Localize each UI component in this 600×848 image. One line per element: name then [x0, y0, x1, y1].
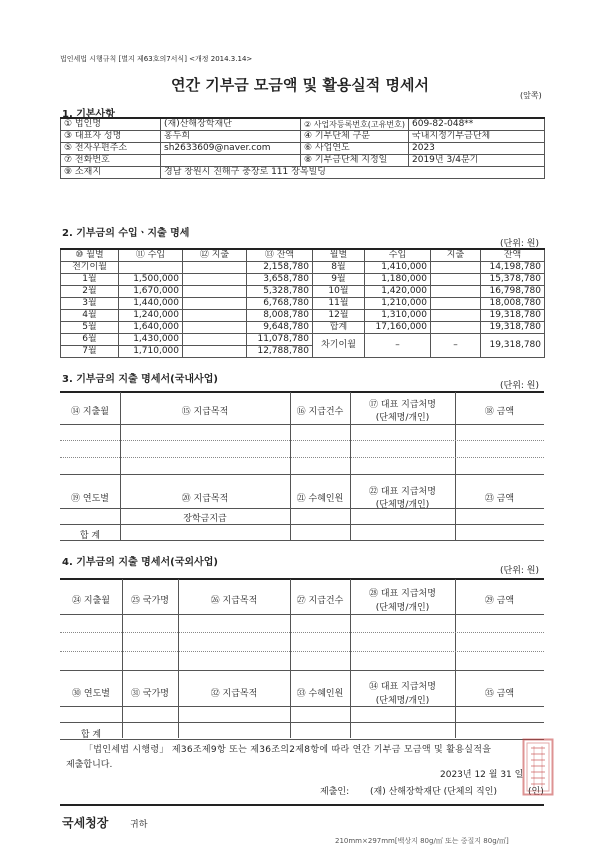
address-label: ⑨ 소재지 [61, 167, 161, 179]
col-amount-f2: ㉟ 금액 [484, 689, 515, 699]
recipient-suffix: 귀하 [130, 820, 148, 830]
section4-heading: 4. 기부금의 지출 명세서(국외사업) [62, 557, 218, 568]
col-count-f: ㉗ 지급건수 [296, 596, 344, 606]
col-income-2: 수입 [365, 249, 431, 262]
col-payee-f: ㉘ 대표 지급처명 [369, 589, 436, 599]
email-label: ⑤ 전자우편주소 [61, 143, 161, 155]
col-amount: ⑱ 금액 [484, 407, 515, 417]
carry-forward-label: 차기이월 [313, 334, 365, 358]
table-row: 5월 1,640,000 9,648,780 합계 17,160,000 19,318,780 [61, 322, 545, 334]
submit-date: 2023년 12 월 31 일 [440, 770, 524, 780]
col-year-f: ㉚ 연도별 [72, 689, 110, 699]
table-row: 4월 1,240,000 8,008,780 12월 1,310,000 19,318,780 [61, 310, 545, 322]
col-expense-month: ⑭ 지출월 [71, 407, 109, 417]
col-expense-month-f: ㉔ 지출월 [72, 596, 110, 606]
col-amount-2: ㉓ 금액 [484, 494, 515, 504]
col-beneficiaries: ㉑ 수혜인원 [296, 494, 344, 504]
total-label: 합 계 [79, 531, 101, 541]
statement-line2: 제출합니다. [66, 760, 113, 770]
org-type-label: ④ 기부단체 구분 [301, 131, 409, 143]
col-payee-2-sub: (단체명/개인) [375, 500, 430, 510]
table-row: 6월 1,430,000 11,078,780 차기이월 – – 19,318,780 [61, 334, 545, 346]
section3-unit: (단위: 원) [500, 381, 539, 391]
col-country-2: ㉛ 국가명 [131, 689, 169, 699]
rep-name-label: ③ 대표자 성명 [61, 131, 161, 143]
form-reference: 법인세법 시행규칙 [별지 제63호의7서식] <개정 2014.3.14> [60, 55, 253, 63]
col-payee-f2: ㉞ 대표 지급처명 [369, 682, 436, 692]
biz-number-label: ② 사업자등록번호(고유번호) [301, 118, 409, 131]
section1-heading: 1. 기본사항 [62, 109, 115, 120]
col-income: ⑪ 수입 [119, 249, 183, 262]
col-purpose: ⑮ 지급목적 [181, 407, 229, 417]
seal-mark: (인) [528, 787, 544, 797]
table-row: 3월 1,440,000 6,768,780 11월 1,210,000 18,008,780 [61, 298, 545, 310]
col-payee-f2-sub: (단체명/개인) [375, 696, 430, 706]
col-balance: ⑬ 잔액 [247, 249, 313, 262]
col-purpose-f2: ㉜ 지급목적 [210, 689, 258, 699]
table-row: 1월 1,500,000 3,658,780 9월 1,180,000 15,378,780 [61, 274, 545, 286]
section2-heading: 2. 기부금의 수입ㆍ지출 명세 [62, 228, 190, 239]
purpose-value: 장학금지급 [183, 514, 227, 524]
col-purpose-f: ㉖ 지급목적 [210, 596, 258, 606]
table-row: 2월 1,670,000 5,328,780 10월 1,420,000 16,798,780 [61, 286, 545, 298]
organization-seal [522, 738, 554, 796]
table-row: 7월 1,710,000 12,788,780 [61, 346, 545, 358]
col-payee-f-sub: (단체명/개인) [375, 603, 430, 613]
col-purpose-2: ⑳ 지급목적 [181, 494, 229, 504]
phone-value [161, 155, 301, 167]
corp-name-label: ① 법인명 [61, 118, 161, 131]
fiscal-year-value: 2023 [409, 143, 545, 155]
corp-name-value: (재)산해장학재단 [161, 118, 301, 131]
page-title: 연간 기부금 모금액 및 활용실적 명세서 [171, 76, 429, 94]
col-expense-2: 지출 [431, 249, 481, 262]
table-row: 전기이월 2,158,780 8월 1,410,000 14,198,780 [61, 262, 545, 274]
paper-size: 210mm×297mm[백상지 80g/㎡ 또는 중질지 80g/㎡] [335, 837, 509, 845]
submitter-label: 제출인: [320, 787, 350, 797]
col-count: ⑯ 지급건수 [296, 407, 344, 417]
fiscal-year-label: ⑥ 사업연도 [301, 143, 409, 155]
biz-number-value: 609-82-048** [409, 118, 545, 131]
designation-date-value: 2019년 3/4분기 [409, 155, 545, 167]
basic-info-table [60, 117, 545, 179]
section3-heading: 3. 기부금의 지출 명세서(국내사업) [62, 374, 218, 385]
col-expense: ⑫ 지출 [183, 249, 247, 262]
col-payee-2: ㉒ 대표 지급처명 [369, 487, 436, 497]
page-side: (앞쪽) [520, 91, 542, 100]
col-payee-sub: (단체명/개인) [375, 413, 430, 423]
rep-name-value: 홍두희 [161, 131, 301, 143]
col-month-2: 월별 [313, 249, 365, 262]
col-country: ㉕ 국가명 [131, 596, 169, 606]
recipient: 국세청장 [62, 816, 109, 830]
col-amount-f: ㉙ 금액 [484, 596, 515, 606]
section4-unit: (단위: 원) [500, 566, 539, 576]
phone-label: ⑦ 전화번호 [61, 155, 161, 167]
carry-forward-balance: 19,318,780 [481, 334, 545, 358]
income-expense-table [60, 248, 545, 358]
col-year: ⑲ 연도별 [71, 494, 109, 504]
statement-line1: 「법인세법 시행령」 제36조제9항 또는 제36조의2제8항에 따라 연간 기부금 모금액 및 활용실적을 [84, 745, 492, 755]
org-type-value: 국내지정기부금단체 [409, 131, 545, 143]
submitter-value: (재) 산해장학재단 (단체의 직인) [370, 787, 497, 797]
address-value: 경남 창원시 진해구 충장로 111 장복빌딩 [161, 167, 545, 179]
section2-unit: (단위: 원) [500, 239, 539, 249]
total-label-f: 합 계 [80, 730, 102, 740]
designation-date-label: ⑧ 기부금단체 지정일 [301, 155, 409, 167]
col-balance-2: 잔액 [481, 249, 545, 262]
email-value: sh2633609@naver.com [161, 143, 301, 155]
col-payee: ⑰ 대표 지급처명 [369, 400, 436, 410]
col-month: ⑩ 월별 [61, 249, 119, 262]
col-beneficiaries-f: ㉝ 수혜인원 [296, 689, 344, 699]
